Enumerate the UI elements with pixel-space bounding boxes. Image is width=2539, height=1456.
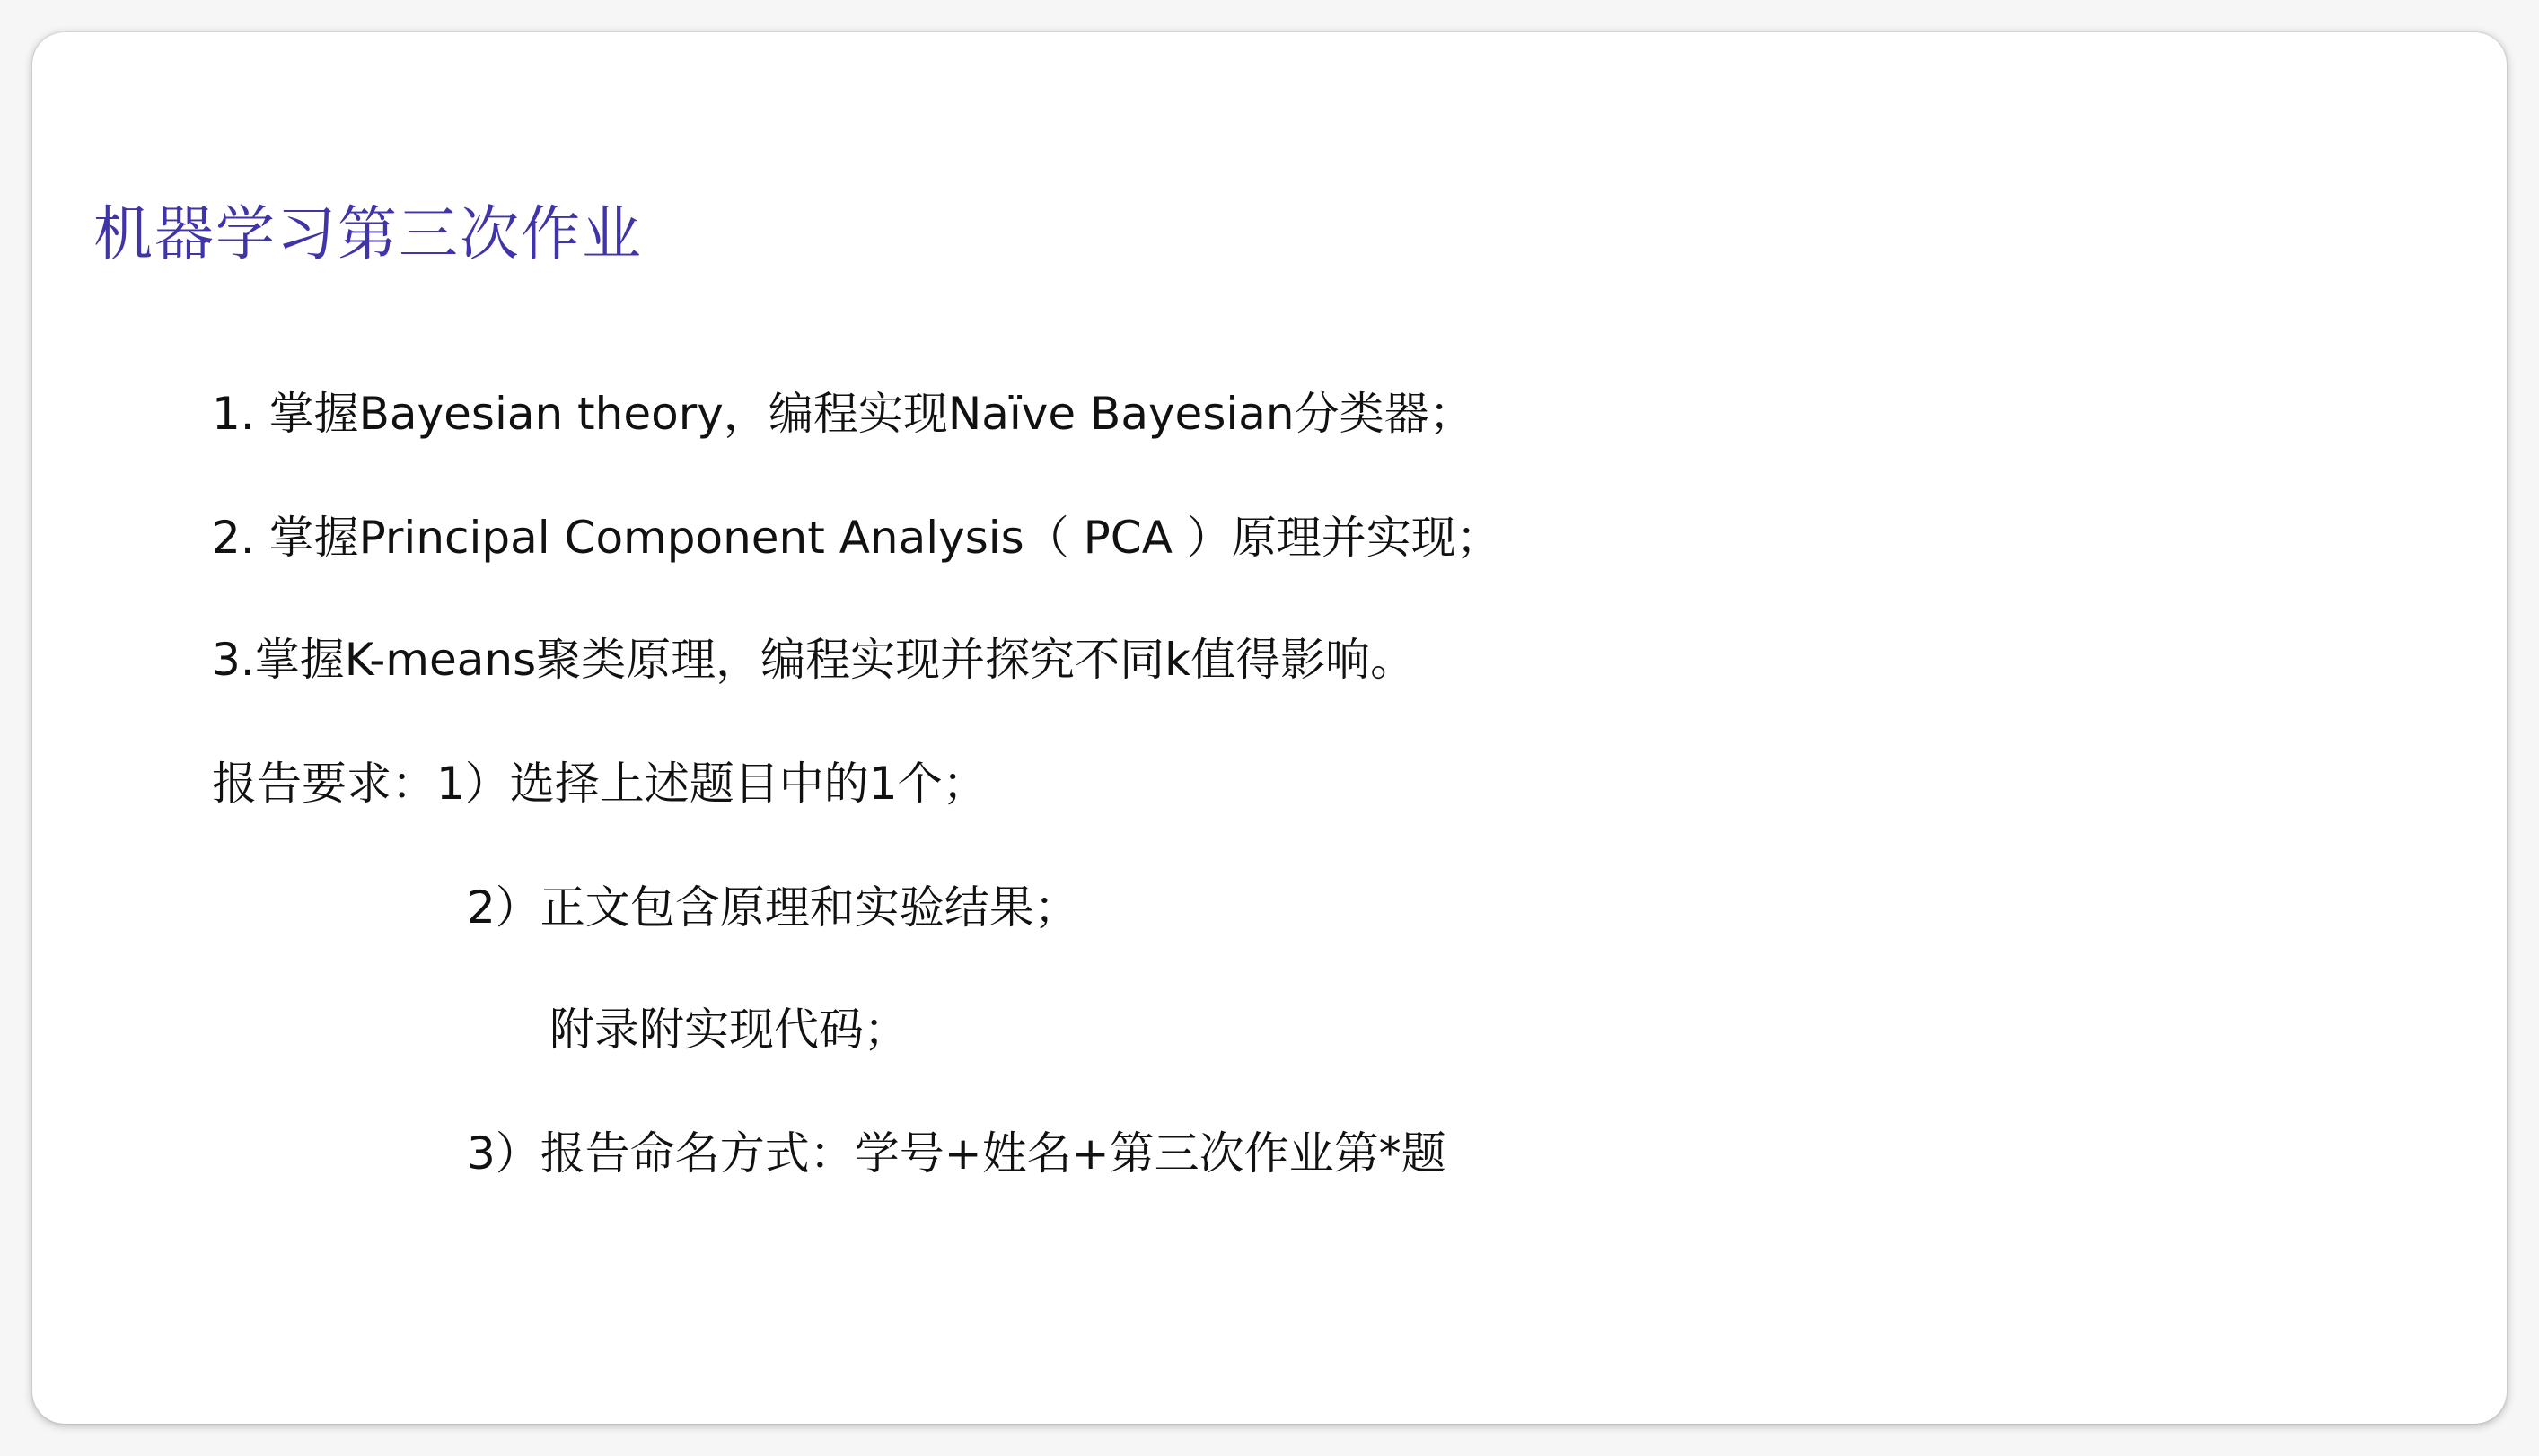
report-appendix-note: 附录附实现代码；: [549, 1004, 909, 1056]
report-requirement-3: 3）报告命名方式：学号+姓名+第三次作业第*题: [467, 1127, 1446, 1180]
assignment-item-3: 3.掌握K-means聚类原理，编程实现并探究不同k值得影响。: [212, 634, 1416, 686]
slide-panel: [32, 32, 2507, 1424]
slide-title: 机器学习第三次作业: [93, 199, 643, 268]
report-requirement-2: 2）正文包含原理和实验结果；: [467, 881, 1079, 934]
report-requirement-1: 报告要求：1）选择上述题目中的1个；: [212, 758, 988, 810]
assignment-item-2: 2. 掌握Principal Component Analysis（ PCA ）原理并实现；: [212, 512, 1501, 564]
assignment-item-1: 1. 掌握Bayesian theory，编程实现Naïve Bayesian分类器；: [212, 388, 1474, 440]
